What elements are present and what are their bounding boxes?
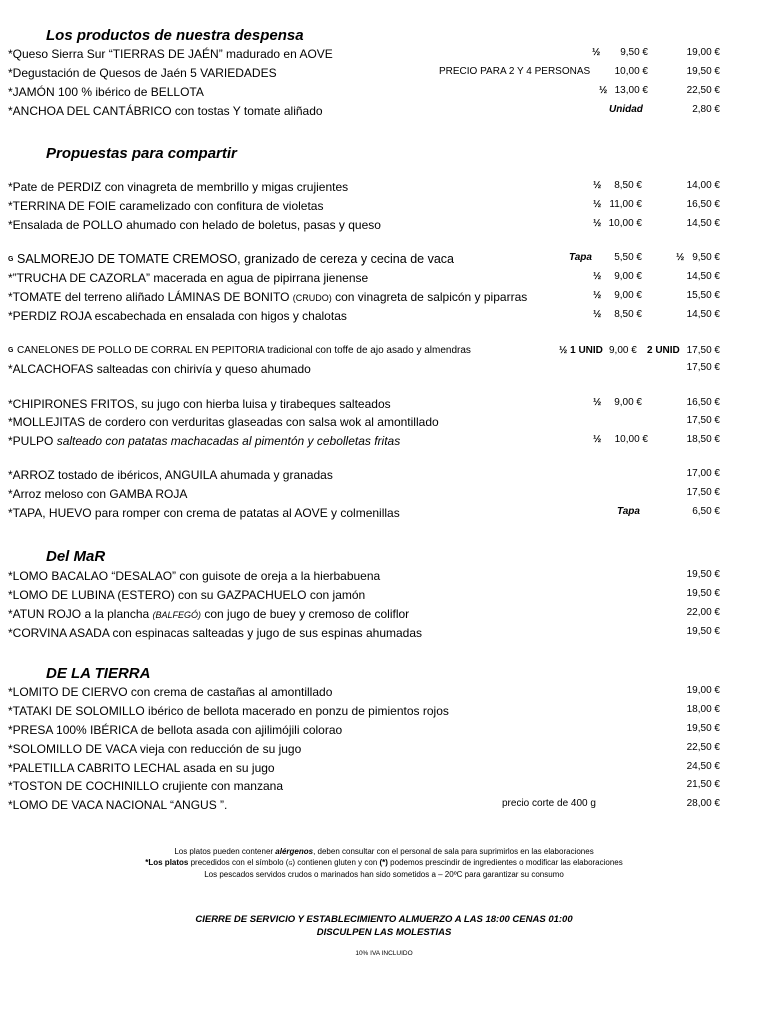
full-price: 6,50 € xyxy=(692,506,720,517)
item-name-part: con jugo de buey y cremoso de coliflor xyxy=(204,607,410,621)
symbols-note xyxy=(0,858,768,867)
menu-item xyxy=(0,180,768,199)
item-name: *LOMITO DE CIERVO con crema de castañas al amontillado xyxy=(8,685,333,699)
full-price: 22,50 € xyxy=(686,85,720,96)
full-price: 2,80 € xyxy=(692,104,720,115)
menu-item xyxy=(0,798,768,817)
half-price: 9,50 € xyxy=(620,47,648,58)
unit-price: 17,50 € xyxy=(686,345,720,356)
full-price: 18,50 € xyxy=(686,434,720,445)
half-price: 9,00 € xyxy=(614,271,642,282)
gluten-mark: G xyxy=(8,256,14,263)
item-name-part: *PULPO xyxy=(8,434,54,448)
full-price: 28,00 € xyxy=(686,798,720,809)
note-part: precedidos con el símbolo ( xyxy=(188,858,289,867)
origin-note: (BALFEGÓ) xyxy=(152,610,202,620)
section-title-despensa: Los productos de nuestra despensa xyxy=(46,27,304,44)
item-name: *CORVINA ASADA con espinacas salteadas y jugo de sus espinas ahumadas xyxy=(8,626,423,640)
full-price: 19,50 € xyxy=(686,626,720,637)
half-price: 9,00 € xyxy=(614,290,642,301)
item-name xyxy=(8,607,409,621)
full-price: 17,00 € xyxy=(686,468,720,479)
full-price: 18,00 € xyxy=(686,704,720,715)
gluten-mark: G xyxy=(288,861,293,867)
menu-item xyxy=(0,309,768,328)
item-name: *SOLOMILLO DE VACA vieja con reducción de su jugo xyxy=(8,742,302,756)
item-name: *ARROZ tostado de ibéricos, ANGUILA ahumada y granadas xyxy=(8,468,333,482)
menu-item xyxy=(0,506,768,525)
item-name: *PRESA 100% IBÉRICA de bellota asada con ajilimójili colorao xyxy=(8,723,343,737)
menu-item xyxy=(0,199,768,218)
full-price: 19,00 € xyxy=(686,685,720,696)
apology-note: DISCULPEN LAS MOLESTIAS xyxy=(316,927,452,938)
item-name: *Pate de PERDIZ con vinagreta de membrillo y migas crujientes xyxy=(8,180,349,194)
full-price: 22,00 € xyxy=(686,607,720,618)
menu-item xyxy=(0,434,768,453)
menu-item xyxy=(0,626,768,645)
note-part: ) contienen gluten y con xyxy=(292,858,380,867)
full-price: 19,50 € xyxy=(686,66,720,77)
full-price: 14,50 € xyxy=(686,218,720,229)
unit-label: Unidad xyxy=(609,104,643,115)
half-price: 8,50 € xyxy=(614,180,642,191)
full-price: 14,50 € xyxy=(686,271,720,282)
half-portion-label: ½ xyxy=(593,290,602,301)
item-name-part: *TOMATE del terreno aliñado LÁMINAS DE BONITO xyxy=(8,290,290,304)
note-emphasis: *Los platos xyxy=(145,858,189,867)
menu-item xyxy=(0,47,768,66)
unit-label: 2 UNID xyxy=(647,345,680,356)
item-name xyxy=(8,290,527,304)
item-name: *Degustación de Quesos de Jaén 5 VARIEDADES xyxy=(8,66,277,80)
half-price: 10,00 € xyxy=(608,218,642,229)
full-price: 21,50 € xyxy=(686,779,720,790)
full-price: 14,00 € xyxy=(686,180,720,191)
half-portion-label: ½ xyxy=(593,397,602,408)
item-name: *PERDIZ ROJA escabechada en ensalada con higos y chalotas xyxy=(8,309,347,323)
menu-item xyxy=(0,252,768,271)
menu-item xyxy=(0,723,768,742)
menu-item xyxy=(0,588,768,607)
raw-fish-note: Los pescados servidos crudos o marinados han sido sometidos a – 20ºC para garantizar su consumo xyxy=(204,870,564,879)
half-portion-label: ½ xyxy=(599,85,608,96)
vat-note: 10% IVA INCLUIDO xyxy=(355,950,413,957)
item-name: *LOMO DE LUBINA (ESTERO) con su GAZPACHUELO con jamón xyxy=(8,588,366,602)
full-price: 19,50 € xyxy=(686,588,720,599)
item-name: *TAPA, HUEVO para romper con crema de patatas al AOVE y colmenillas xyxy=(8,506,400,520)
item-name-part: *ATUN ROJO a la plancha xyxy=(8,607,150,621)
tapa-label: Tapa xyxy=(569,252,592,263)
section-title-tierra: DE LA TIERRA xyxy=(46,665,151,682)
menu-item xyxy=(0,685,768,704)
menu-item xyxy=(0,487,768,506)
half-portion-label: ½ xyxy=(593,218,602,229)
note-part: podemos prescindir de ingredientes o modificar las elaboraciones xyxy=(387,858,623,867)
menu-item xyxy=(0,742,768,761)
item-name: *CHIPIRONES FRITOS, su jugo con hierba luisa y tirabeques salteados xyxy=(8,397,391,411)
menu-item xyxy=(0,271,768,290)
item-name: *ANCHOA DEL CANTÁBRICO con tostas Y tomate aliñado xyxy=(8,104,323,118)
half-price: 9,00 € xyxy=(614,397,642,408)
note-emphasis: (*) xyxy=(379,858,388,867)
item-name: *LOMO BACALAO “DESALAO” con guisote de oreja a la hierbabuena xyxy=(8,569,381,583)
half-price: 13,00 € xyxy=(614,85,648,96)
half-price: 10,00 € xyxy=(614,434,648,445)
full-price: 19,50 € xyxy=(686,723,720,734)
half-portion-label: ½ xyxy=(592,47,601,58)
half-portion-label: ½ xyxy=(593,199,602,210)
allergen-note xyxy=(0,847,768,856)
full-price: 15,50 € xyxy=(686,290,720,301)
menu-item xyxy=(0,468,768,487)
half-portion-label: ½ xyxy=(593,271,602,282)
item-name: *PALETILLA CABRITO LECHAL asada en su jugo xyxy=(8,761,275,775)
menu-item xyxy=(0,66,768,85)
full-price: 19,00 € xyxy=(686,47,720,58)
full-price: 16,50 € xyxy=(686,199,720,210)
half-price: 10,00 € xyxy=(614,66,648,77)
menu-item xyxy=(0,362,768,381)
full-price: 16,50 € xyxy=(686,397,720,408)
full-price: 24,50 € xyxy=(686,761,720,772)
menu-item xyxy=(0,704,768,723)
full-price: 17,50 € xyxy=(686,487,720,498)
unit-label: ½ 1 UNID xyxy=(559,345,603,356)
gluten-mark: G xyxy=(8,347,14,354)
full-price: 17,50 € xyxy=(686,415,720,426)
note-emphasis: alérgenos xyxy=(275,847,314,856)
item-name: *”TRUCHA DE CAZORLA” macerada en agua de pipirrana jienense xyxy=(8,271,369,285)
menu-item xyxy=(0,290,768,309)
section-title-mar: Del MaR xyxy=(46,548,106,565)
tapa-price: 5,50 € xyxy=(614,252,642,263)
menu-item xyxy=(0,104,768,123)
half-portion-label: ½ xyxy=(676,252,685,263)
item-name: *Queso Sierra Sur “TIERRAS DE JAÉN” madurado en AOVE xyxy=(8,47,333,61)
item-name: SALMOREJO DE TOMATE CREMOSO, granizado de cereza y cecina de vaca xyxy=(17,252,454,266)
item-name: CANELONES DE POLLO DE CORRAL EN PEPITORIA tradicional con toffe de ajo asado y almendras xyxy=(17,345,471,356)
item-name-part: salteado con patatas machacadas al pimentón y cebolletas fritas xyxy=(53,434,401,448)
half-portion-label: ½ xyxy=(593,180,602,191)
half-price: 11,00 € xyxy=(609,199,642,210)
price-note: PRECIO PARA 2 Y 4 PERSONAS xyxy=(439,66,591,77)
half-price: 9,50 € xyxy=(692,252,720,263)
full-price: 19,50 € xyxy=(686,569,720,580)
item-name: *Ensalada de POLLO ahumado con helado de boletus, pasas y queso xyxy=(8,218,381,232)
raw-note: (CRUDO) xyxy=(292,293,332,303)
half-portion-label: ½ xyxy=(593,434,602,445)
full-price: 14,50 € xyxy=(686,309,720,320)
closing-hours: CIERRE DE SERVICIO Y ESTABLECIMIENTO ALMUERZO A LAS 18:00 CENAS 01:00 xyxy=(195,914,573,925)
item-name: *TERRINA DE FOIE caramelizado con confitura de violetas xyxy=(8,199,324,213)
full-price: 17,50 € xyxy=(686,362,720,373)
menu-item xyxy=(0,779,768,798)
item-name: *LOMO DE VACA NACIONAL “ANGUS ”. xyxy=(8,798,228,812)
menu-item xyxy=(0,569,768,588)
item-name: *TATAKI DE SOLOMILLO ibérico de bellota macerado en ponzu de pimientos rojos xyxy=(8,704,449,718)
menu-item xyxy=(0,415,768,434)
item-name: *Arroz meloso con GAMBA ROJA xyxy=(8,487,188,501)
item-name: *MOLLEJITAS de cordero con verduritas glaseadas con salsa wok al amontillado xyxy=(8,415,439,429)
section-title-compartir: Propuestas para compartir xyxy=(46,145,237,162)
menu-item xyxy=(0,397,768,416)
full-price: 22,50 € xyxy=(686,742,720,753)
item-name-part: con vinagreta de salpicón y piparras xyxy=(335,290,528,304)
menu-item xyxy=(0,607,768,626)
price-note: precio corte de 400 g xyxy=(502,798,596,809)
half-portion-label: ½ xyxy=(593,309,602,320)
half-price: 8,50 € xyxy=(614,309,642,320)
unit-price: 9,00 € xyxy=(609,345,637,356)
menu-item xyxy=(0,85,768,104)
note-part: , deben consultar con el personal de sala para suprimirlos en las elaboraciones xyxy=(313,847,594,856)
item-name: *ALCACHOFAS salteadas con chirivía y queso ahumado xyxy=(8,362,311,376)
menu-item xyxy=(0,761,768,780)
menu-item xyxy=(0,218,768,237)
item-name: *JAMÓN 100 % ibérico de BELLOTA xyxy=(8,85,204,99)
item-name xyxy=(8,434,400,448)
note-part: Los platos pueden contener xyxy=(174,847,276,856)
tapa-label: Tapa xyxy=(617,506,640,517)
item-name: *TOSTON DE COCHINILLO crujiente con manzana xyxy=(8,779,283,793)
